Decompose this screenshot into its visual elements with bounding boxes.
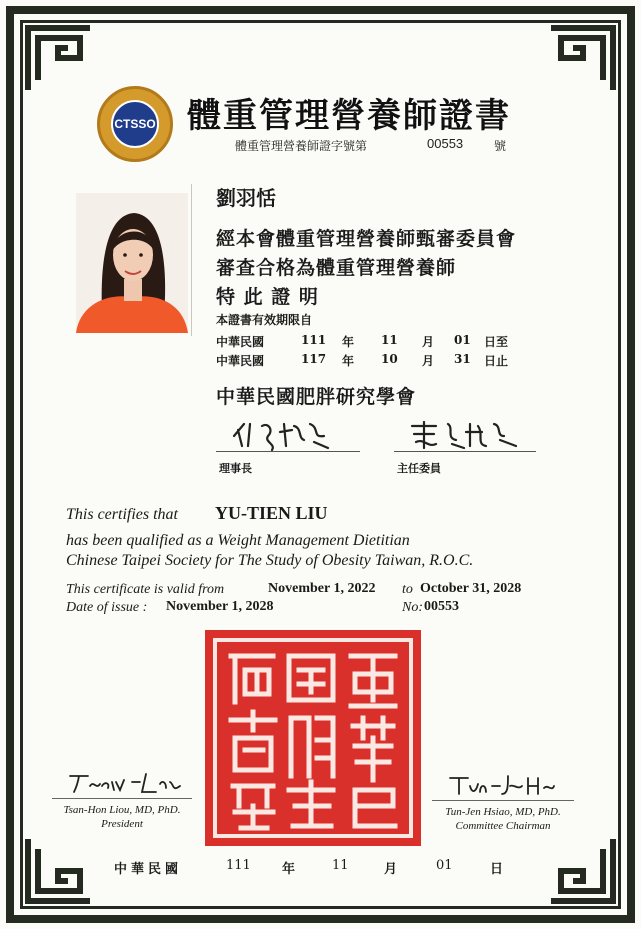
- end-era: 中華民國: [216, 354, 265, 368]
- signature-line-chairman-en: [432, 800, 574, 801]
- start-month-unit: 月: [422, 335, 435, 349]
- start-month: 11: [381, 333, 398, 347]
- signature-line-president-en: [52, 798, 192, 799]
- bottom-month-unit: 月: [384, 862, 398, 877]
- signature-chairman-zh: [404, 418, 524, 452]
- society-name-en: Chinese Taipei Society for The Study of Obesity Taiwan, R.O.C.: [66, 552, 474, 569]
- corner-ornament-top-right: [547, 24, 617, 94]
- valid-from-date: November 1, 2022: [268, 581, 376, 596]
- cert-no-prefix: 體重管理營養師證字號第: [235, 139, 368, 153]
- corner-ornament-top-left: [24, 24, 94, 94]
- bottom-era: 中華民國: [114, 862, 183, 877]
- certificate-number-row: [235, 136, 507, 154]
- valid-to-label: to: [402, 582, 413, 597]
- certifies-prefix: This certifies that: [66, 506, 178, 523]
- issue-date-label: Date of issue :: [66, 600, 148, 615]
- end-year-unit: 年: [342, 354, 355, 368]
- corner-ornament-bottom-left: [24, 835, 94, 905]
- chairman-title-en: Committee Chairman: [455, 820, 551, 832]
- signature-chairman-en: [446, 772, 556, 798]
- bottom-month: 11: [332, 858, 349, 873]
- valid-to-date: October 31, 2028: [420, 581, 522, 596]
- corner-ornament-bottom-right: [547, 835, 617, 905]
- signature-line-chairman-zh: [394, 451, 536, 452]
- qualified-statement: has been qualified as a Weight Management Dietitian: [66, 532, 410, 549]
- start-year: 111: [301, 333, 327, 347]
- number-value: 00553: [424, 599, 459, 614]
- society-name-zh: 中華民國肥胖研究學會: [216, 386, 417, 408]
- role-chairman-zh: 主任委員: [397, 462, 441, 475]
- bottom-day: 01: [436, 858, 453, 873]
- president-name-en: Tsan-Hon Liou, MD, PhD.: [63, 804, 181, 816]
- official-red-seal: [205, 630, 421, 846]
- holder-photo: [76, 193, 188, 333]
- chairman-name-en: Tun-Jen Hsiao, MD, PhD.: [445, 806, 561, 818]
- bottom-day-unit: 日: [490, 862, 504, 877]
- cert-no-suffix: 號: [494, 139, 507, 153]
- valid-from-label: This certificate is valid from: [66, 582, 225, 597]
- end-day-unit: 日止: [484, 354, 509, 368]
- bottom-year: 111: [226, 858, 251, 873]
- end-month-unit: 月: [422, 354, 435, 368]
- signature-president-en: [66, 768, 186, 796]
- start-day-unit: 日至: [484, 335, 509, 349]
- role-president-zh: 理事長: [219, 462, 252, 475]
- end-day: 31: [454, 352, 471, 366]
- start-era: 中華民國: [216, 335, 265, 349]
- president-title-en: President: [101, 818, 143, 830]
- logo-center: [111, 100, 159, 148]
- statement-line-3: 特 此 證 明: [216, 286, 319, 308]
- start-day: 01: [454, 333, 471, 347]
- society-logo-seal: [97, 86, 173, 162]
- logo-text: CTSSO: [114, 117, 156, 131]
- validity-label: 本證書有效期限自: [216, 313, 313, 327]
- holder-name-zh: 劉羽恬: [216, 186, 276, 210]
- certificate-title: 體重管理營養師證書: [187, 96, 511, 136]
- signature-line-president-zh: [216, 451, 360, 452]
- statement-line-1: 經本會體重管理營養師甄審委員會: [216, 228, 517, 250]
- start-year-unit: 年: [342, 335, 355, 349]
- end-month: 10: [381, 352, 398, 366]
- signature-president-zh: [228, 416, 338, 454]
- cert-no-number: 00553: [427, 136, 464, 151]
- photo-divider: [191, 184, 192, 336]
- holder-name-en: YU-TIEN LIU: [215, 503, 328, 523]
- bottom-year-unit: 年: [282, 862, 296, 877]
- issue-date-value: November 1, 2028: [166, 599, 274, 614]
- number-label: No:: [402, 600, 423, 615]
- end-year: 117: [301, 352, 327, 366]
- statement-line-2: 審查合格為體重管理營養師: [216, 257, 457, 279]
